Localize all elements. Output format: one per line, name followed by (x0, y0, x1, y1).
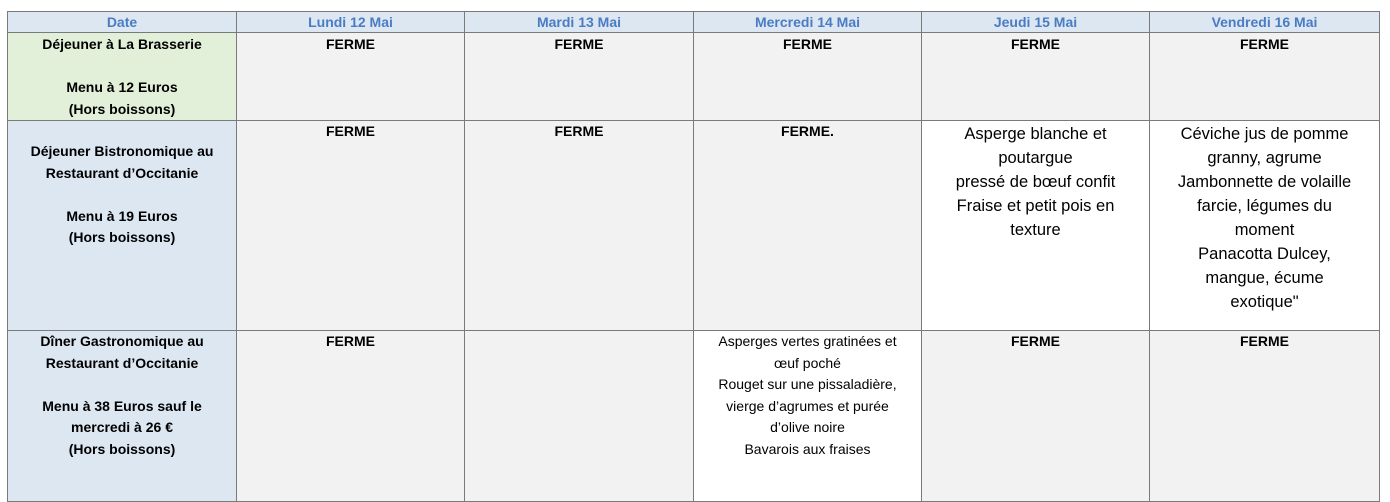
label-line (12, 56, 232, 78)
bistronomique-tuesday-cell: FERME (465, 121, 694, 331)
brasserie-label (8, 33, 237, 121)
bistronomique-row (8, 121, 1380, 331)
label-line: Menu à 12 Euros (66, 79, 178, 95)
label-line (12, 184, 232, 206)
day-header-thursday: Jeudi 15 Mai (922, 12, 1150, 33)
gastronomique-monday-cell: FERME (237, 331, 465, 502)
menu-line: mangue, écume (1205, 269, 1324, 287)
menu-line: moment (1234, 221, 1295, 239)
label-line (12, 374, 232, 396)
menu-line: pressé de bœuf confit (955, 173, 1116, 191)
brasserie-tuesday-cell: FERME (465, 33, 694, 121)
menu-line: Jambonnette de volaille (1177, 173, 1352, 191)
day-header-tuesday: Mardi 13 Mai (465, 12, 694, 33)
label-line: Déjeuner Bistronomique au (30, 143, 214, 159)
gastronomique-friday-cell: FERME (1150, 331, 1380, 502)
menu-line: Asperges vertes gratinées et (718, 333, 897, 349)
menu-line: granny, agrume (1207, 149, 1322, 167)
menu-line: d’olive noire (770, 419, 845, 435)
day-header-wednesday: Mercredi 14 Mai (694, 12, 922, 33)
brasserie-friday-cell: FERME (1150, 33, 1380, 121)
label-line: mercredi à 26 € (71, 419, 173, 435)
label-line: (Hors boissons) (68, 440, 176, 457)
bistronomique-label (8, 121, 237, 331)
date-header: Date (8, 12, 237, 33)
bistronomique-wednesday-cell: FERME. (694, 121, 922, 331)
menu-line: texture (1010, 221, 1061, 239)
header-row (8, 12, 1380, 33)
gastronomique-thursday-cell: FERME (922, 331, 1150, 502)
menu-line: Asperge blanche et (964, 125, 1107, 143)
gastronomique-wednesday-menu (694, 331, 922, 502)
weekly-menu-table (7, 11, 1380, 502)
menu-line: farcie, légumes du (1197, 197, 1332, 215)
brasserie-monday-cell: FERME (237, 33, 465, 121)
bistronomique-friday-menu (1150, 121, 1380, 331)
menu-line: vierge d’agrumes et purée (726, 397, 889, 414)
menu-line: poutargue (998, 149, 1073, 167)
label-line: (Hors boissons) (68, 100, 176, 117)
menu-line: Bavarois aux fraises (744, 440, 871, 457)
brasserie-thursday-cell: FERME (922, 33, 1150, 121)
day-header-friday: Vendredi 16 Mai (1150, 12, 1380, 33)
menu-line: Rouget sur une pissaladière, (718, 376, 897, 392)
brasserie-row (8, 33, 1380, 121)
label-line: Menu à 19 Euros (66, 207, 178, 224)
bistronomique-monday-cell: FERME (237, 121, 465, 331)
brasserie-wednesday-cell: FERME (694, 33, 922, 121)
day-header-monday: Lundi 12 Mai (237, 12, 465, 33)
label-line: Restaurant d’Occitanie (45, 164, 199, 181)
gastronomique-tuesday-cell (465, 331, 694, 502)
gastronomique-label (8, 331, 237, 502)
label-line: Menu à 38 Euros sauf le (42, 397, 202, 414)
gastronomique-row (8, 331, 1380, 502)
label-line: Dîner Gastronomique au (40, 333, 204, 349)
menu-line: œuf poché (774, 354, 841, 371)
menu-line: Céviche jus de pomme (1180, 125, 1349, 143)
menu-line: Fraise et petit pois en (956, 197, 1115, 215)
menu-line: exotique" (1230, 293, 1299, 311)
label-line: Restaurant d’Occitanie (45, 354, 199, 371)
label-line: (Hors boissons) (68, 229, 176, 245)
menu-line: Panacotta Dulcey, (1198, 245, 1331, 263)
label-line: Déjeuner à La Brasserie (42, 36, 202, 52)
bistronomique-thursday-menu (922, 121, 1150, 331)
